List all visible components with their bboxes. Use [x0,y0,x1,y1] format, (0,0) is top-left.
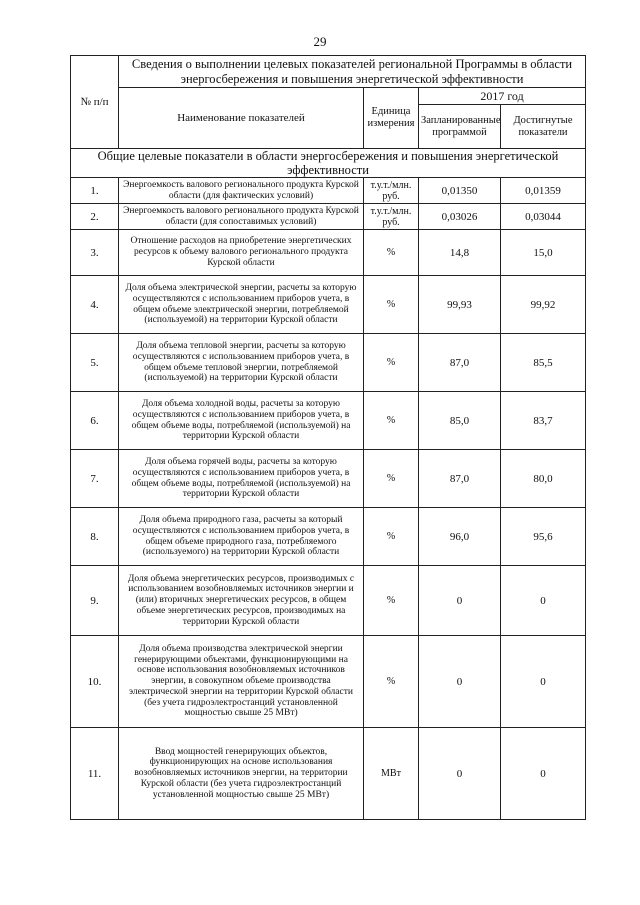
row-planned-value: 14,8 [419,230,501,276]
row-number: 7. [71,450,119,508]
row-unit: % [364,276,419,334]
row-planned-value: 85,0 [419,392,501,450]
table-row [71,450,586,508]
row-name: Ввод мощностей генерирующих объектов, функционирующих на основе использования возобновляемых источников энергии, на территории Курской области (без учета гидроэлектростанций установленной мощностью свыше 25 МВт) [119,728,364,820]
row-achieved-value: 0,01359 [501,178,586,204]
table-row [71,230,586,276]
row-number: 2. [71,204,119,230]
row-achieved-value: 83,7 [501,392,586,450]
row-achieved-value: 15,0 [501,230,586,276]
table-title: Сведения о выполнении целевых показателей региональной Программы в области энергосбережения и повышения энергетической эффективности [119,56,586,88]
row-number: 1. [71,178,119,204]
row-achieved-value: 0,03044 [501,204,586,230]
row-achieved-value: 95,6 [501,508,586,566]
column-header-year: 2017 год [419,88,586,105]
row-planned-value: 0 [419,636,501,728]
row-number: 6. [71,392,119,450]
row-unit: т.у.т./млн. руб. [364,204,419,230]
row-planned-value: 0,03026 [419,204,501,230]
section-heading: Общие целевые показатели в области энергосбережения и повышения энергетической эффективности [71,149,586,178]
column-header-achieved: Достигнутые показатели [501,105,586,149]
row-unit: МВт [364,728,419,820]
row-planned-value: 87,0 [419,450,501,508]
row-number: 9. [71,566,119,636]
row-name: Доля объема холодной воды, расчеты за которую осуществляются с использованием приборов учета, в общем объеме воды, потребляемой (используемой) на территории Курской области [119,392,364,450]
row-name: Доля объема производства электрической энергии генерирующими объектами, функционирующими на основе использования возобновляемых источников энергии, в совокупном объеме производства электрической энергии на территории Курской области (без учета гидроэлектростанций установленной мощностью свыше 25 МВт) [119,636,364,728]
row-name: Энергоемкость валового регионального продукта Курской области (для сопоставимых условий) [119,204,364,230]
row-name: Доля объема энергетических ресурсов, производимых с использованием возобновляемых источников энергии и (или) вторичных энергетических ресурсов, в общем объеме энергетических ресурсов, производимых на территории Курской области [119,566,364,636]
row-achieved-value: 0 [501,636,586,728]
table-row [71,728,586,820]
row-planned-value: 99,93 [419,276,501,334]
row-number: 4. [71,276,119,334]
table-row [71,566,586,636]
indicators-table [70,55,586,820]
table-row [71,334,586,392]
row-name: Доля объема электрической энергии, расчеты за которую осуществляются с использованием приборов учета, в общем объеме электрической энергии, потребляемой (используемой) на территории Курской области [119,276,364,334]
row-unit: % [364,230,419,276]
row-number: 5. [71,334,119,392]
row-achieved-value: 99,92 [501,276,586,334]
row-number: 11. [71,728,119,820]
row-number: 10. [71,636,119,728]
row-name: Энергоемкость валового регионального продукта Курской области (для фактических условий) [119,178,364,204]
row-achieved-value: 85,5 [501,334,586,392]
row-number: 8. [71,508,119,566]
row-unit: % [364,450,419,508]
row-planned-value: 0,01350 [419,178,501,204]
row-unit: % [364,566,419,636]
column-header-planned: Запланированные программой [419,105,501,149]
row-unit: % [364,334,419,392]
row-achieved-value: 80,0 [501,450,586,508]
row-name: Доля объема горячей воды, расчеты за которую осуществляются с использованием приборов учета, в общем объеме воды, потребляемой (используемой) на территории Курской области [119,450,364,508]
column-header-name: Наименование показателей [119,88,364,149]
row-planned-value: 96,0 [419,508,501,566]
table-row [71,276,586,334]
table-row [71,636,586,728]
row-achieved-value: 0 [501,566,586,636]
row-number: 3. [71,230,119,276]
row-achieved-value: 0 [501,728,586,820]
row-name: Отношение расходов на приобретение энергетических ресурсов к объему валового регионального продукта Курской области [119,230,364,276]
row-unit: % [364,636,419,728]
page-number: 29 [313,34,327,49]
row-name: Доля объема тепловой энергии, расчеты за которую осуществляются с использованием приборов учета, в общем объеме тепловой энергии, потребляемой (используемой) на территории Курской области [119,334,364,392]
table-row [71,178,586,204]
row-unit: % [364,392,419,450]
row-name: Доля объема природного газа, расчеты за который осуществляются с использованием приборов учета, в общем объеме природного газа, потребляемого (используемого) на территории Курской области [119,508,364,566]
column-header-number: № п/п [71,56,119,149]
row-planned-value: 0 [419,566,501,636]
row-unit: т.у.т./млн. руб. [364,178,419,204]
row-planned-value: 87,0 [419,334,501,392]
table-row [71,392,586,450]
table-row [71,204,586,230]
table-row [71,508,586,566]
row-unit: % [364,508,419,566]
column-header-unit: Единица измерения [364,88,419,149]
row-planned-value: 0 [419,728,501,820]
